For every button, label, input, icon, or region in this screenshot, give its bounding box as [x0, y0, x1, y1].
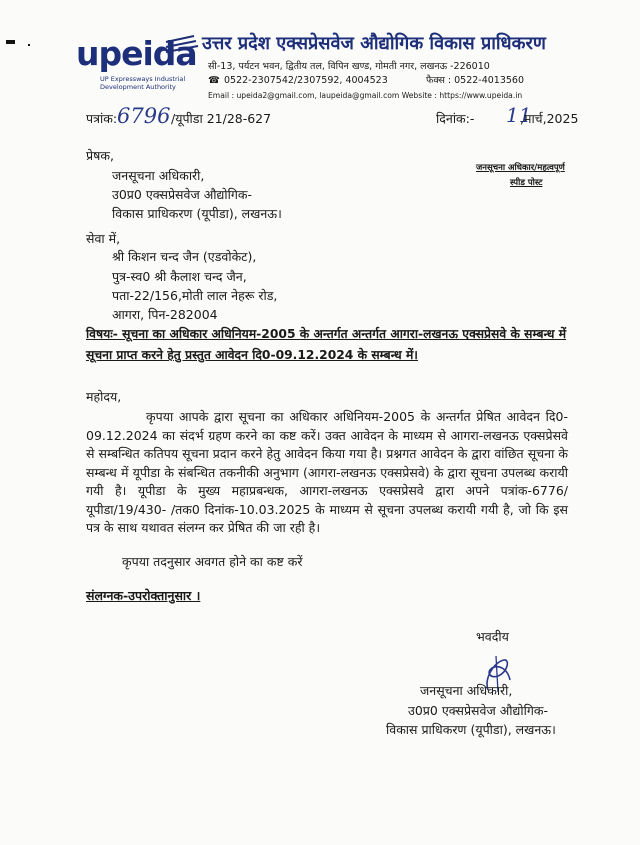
signatory-line2: उ0प्र0 एक्सप्रेसवेज औद्योगिक- [408, 703, 548, 718]
date-handwritten: 11 [506, 103, 532, 127]
mode-note-line2: स्पीड पोस्ट [510, 178, 543, 188]
closing-request: कृपया तदनुसार अवगत होने का कष्ट करें [122, 554, 303, 569]
scan-mark [6, 40, 15, 44]
sender-line: जनसूचना अधिकारी, [112, 168, 205, 183]
enclosure-note: संलग्नक-उपरोक्तानुसार । [86, 588, 201, 603]
date-label: दिनांक:- [436, 111, 475, 126]
ref-label: पत्रांक: [86, 111, 118, 126]
ref-number-handwritten: 6796 [117, 104, 171, 128]
salutation: महोदय, [86, 389, 122, 404]
scan-dot [28, 44, 30, 46]
signatory-line3: विकास प्राधिकरण (यूपीडा), लखनऊ। [386, 722, 556, 737]
org-address: सी-13, पर्यटन भवन, द्वितीय तल, विपिन खण्ड, गोमती नगर, लखनऊ -226010 [208, 61, 490, 72]
phone-icon: ☎ [208, 75, 220, 86]
recipient-line: पता-22/156,मोती लाल नेहरू रोड, [112, 288, 278, 303]
logo-wordmark: upeida [76, 34, 197, 73]
org-name: उत्तर प्रदेश एक्सप्रेसवेज औद्योगिक विकास प्राधिकरण [202, 33, 546, 54]
body-paragraph: कृपया आपके द्वारा सूचना का अधिकार अधिनियम-2005 के अन्तर्गत प्रेषित आवेदन दि0-09.12.2024 का संदर्भ ग्रहण करने का कष्ट करें। उक्त आवेदन के माध्यम से आगरा-लखनऊ एक्सप्रेसवे से सम्बन्धित कतिपय सूचना प्रदान करने हेतु आवेदन किया गया है। प्रश्नगत आवेदन के द्वारा वांछित सूचना के सम्बन्ध में यूपीडा के संबन्धित तकनीकी अनुभाग (आगरा-लखनऊ एक्सप्रेसवे) के द्वारा सूचना उपलब्ध करायी गयी है। यूपीडा के मुख्य महाप्रबन्धक, आगरा-लखनऊ एक्सप्रेसवे द्वारा अपने पत्रांक-6776/यूपीडा/19/430- /तक0 दिनांक-10.03.2025 के माध्यम से सूचना उपलब्ध करायी गयी है, जो कि इस पत्र के साथ यथावत संलग्न कर प्रेषित की जा रही है। [86, 409, 568, 535]
org-fax: फैक्स : 0522-4013560 [426, 75, 525, 86]
recipient-label: सेवा में, [86, 231, 121, 246]
sender-line: उ0प्र0 एक्सप्रेसवेज औद्योगिक- [112, 187, 252, 202]
recipient-line: आगरा, पिन-282004 [112, 307, 218, 322]
org-phone: 0522-2307542/2307592, 4004523 [224, 75, 388, 86]
subject-line1: विषयः- सूचना का अधिकार अधिनियम-2005 के अन्तर्गत अन्तर्गत आगरा-लखनऊ एक्सप्रेसवे के सम्बन्ध में [86, 327, 567, 341]
org-email-website: Email : upeida2@gmail.com, laupeida@gmail.com Website : https://www.upeida.in [208, 91, 523, 100]
mode-note-line1: जनसूचना अधिकार/महत्वपूर्ण [476, 163, 565, 173]
upeida-logo [74, 30, 200, 94]
sender-line: विकास प्राधिकरण (यूपीडा), लखनऊ। [112, 206, 282, 221]
logo-subtitle-line2: Development Authority [100, 83, 176, 91]
subject-line2: सूचना प्राप्त करने हेतु प्रस्तुत आवेदन दि0-09.12.2024 के सम्बन्ध में। [86, 348, 418, 362]
sender-label: प्रेषक, [86, 148, 114, 163]
recipient-line: श्री किशन चन्द जैन (एडवोकेट), [112, 249, 257, 264]
logo-subtitle-line1: UP Expressways Industrial [100, 75, 186, 83]
signatory-line1: जनसूचना अधिकारी, [420, 683, 513, 698]
ref-suffix: /यूपीडा 21/28-627 [171, 111, 272, 126]
recipient-line: पुत्र-स्व0 श्री कैलाश चन्द जैन, [112, 269, 247, 284]
yours-faithfully: भवदीय [476, 629, 509, 644]
date-suffix: ,मार्च,2025 [520, 111, 579, 126]
